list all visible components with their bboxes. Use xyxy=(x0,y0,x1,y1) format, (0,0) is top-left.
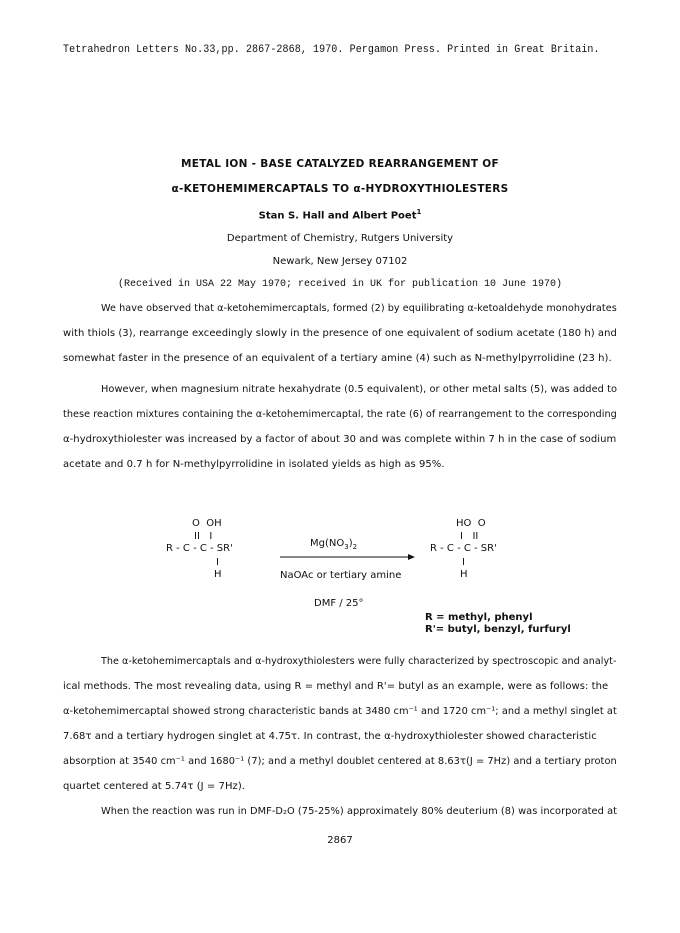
paragraph-3-line: 7.68τ and a tertiary hydrogen singlet at 4.75τ. In contrast, the α-hydroxythiolester showed characteristic xyxy=(63,731,597,742)
paragraph-3-line: α-ketohemimercaptal showed strong characteristic bands at 3480 cm⁻¹ and 1720 cm⁻¹; and a methyl singlet at xyxy=(63,706,617,717)
paragraph-1-line: somewhat faster in the presence of an equivalent of a tertiary amine (4) such as N-methylpyrrolidine (23 h). xyxy=(63,353,612,364)
affiliation: Department of Chemistry, Rutgers University xyxy=(226,233,454,244)
reactant-main-chain: R - C - C - SR' xyxy=(166,543,233,554)
reactant-bonds: II I xyxy=(194,531,213,542)
journal-header: Tetrahedron Letters No.33,pp. 2867-2868, 1970. Pergamon Press. Printed in Great Britain. xyxy=(63,44,600,56)
article-title-line-1: METAL ION - BASE CATALYZED REARRANGEMENT OF xyxy=(180,158,500,170)
reagent-top: $Mg(NO_3)_2$ xyxy=(310,538,358,551)
reactant-bond-down: I xyxy=(216,557,219,568)
product-bond-down: I xyxy=(462,557,465,568)
authors xyxy=(0,208,680,221)
paragraph-2-line: acetate and 0.7 h for N-methylpyrrolidine in isolated yields as high as 95%. xyxy=(63,459,445,470)
paragraph-2-line: However, when magnesium nitrate hexahydrate (0.5 equivalent), or other metal salts (5), was added to xyxy=(101,384,618,395)
author-footnote-mark: 1 xyxy=(416,208,422,216)
reaction-arrow xyxy=(280,552,415,562)
product-top-atoms: HO O xyxy=(456,518,486,529)
reactant-hydrogen: H xyxy=(214,569,222,580)
received-dates: (Received in USA 22 May 1970; received in UK for publication 10 June 1970) xyxy=(117,279,563,290)
paragraph-1-line: We have observed that α-ketohemimercaptals, formed (2) by equilibrating α-ketoaldehyde monohydrates xyxy=(101,303,617,314)
product-main-chain: R - C - C - SR' xyxy=(430,543,497,554)
solvent-condition: DMF / 25° xyxy=(314,598,364,609)
page-number: 2867 xyxy=(327,835,353,846)
paragraph-3-line: ical methods. The most revealing data, using R = methyl and R'= butyl as an example, were as follows: the xyxy=(63,681,609,692)
paragraph-4-line: When the reaction was run in DMF-D₂O (75-25%) approximately 80% deuterium (8) was incorporated at xyxy=(101,806,618,817)
paragraph-3-line: quartet centered at 5.74τ (J = 7Hz). xyxy=(63,781,246,792)
reactant-top-atoms: O OH xyxy=(192,518,222,529)
author-names: Stan S. Hall and Albert Poet xyxy=(258,210,417,222)
product-bonds: I II xyxy=(460,531,479,542)
paragraph-3-line: The α-ketohemimercaptals and α-hydroxythiolesters were fully characterized by spectroscopic and analyt- xyxy=(101,656,617,667)
paragraph-2-line: these reaction mixtures containing the α-ketohemimercaptal, the rate (6) of rearrangement to the corresponding xyxy=(63,409,617,420)
paragraph-1-line: with thiols (3), rearrange exceedingly slowly in the presence of one equivalent of sodium acetate (180 h) and xyxy=(63,328,617,339)
article-title-line-2: α-KETOHEMIMERCAPTALS TO α-HYDROXYTHIOLESTERS xyxy=(171,183,509,195)
reaction-scheme xyxy=(150,518,570,646)
product-hydrogen: H xyxy=(460,569,468,580)
r-prime-definition: R'= butyl, benzyl, furfuryl xyxy=(425,624,571,635)
r-definition: R = methyl, phenyl xyxy=(425,612,533,623)
address: Newark, New Jersey 07102 xyxy=(272,256,408,267)
paragraph-3-line: absorption at 3540 cm⁻¹ and 1680⁻¹ (7); and a methyl doublet centered at 8.63τ(J = 7Hz) and a tertiary proton xyxy=(63,756,617,767)
reagent-bottom: NaOAc or tertiary amine xyxy=(280,570,402,581)
paragraph-2-line: α-hydroxythiolester was increased by a factor of about 30 and was complete within 7 h in the case of sodium xyxy=(63,434,617,445)
